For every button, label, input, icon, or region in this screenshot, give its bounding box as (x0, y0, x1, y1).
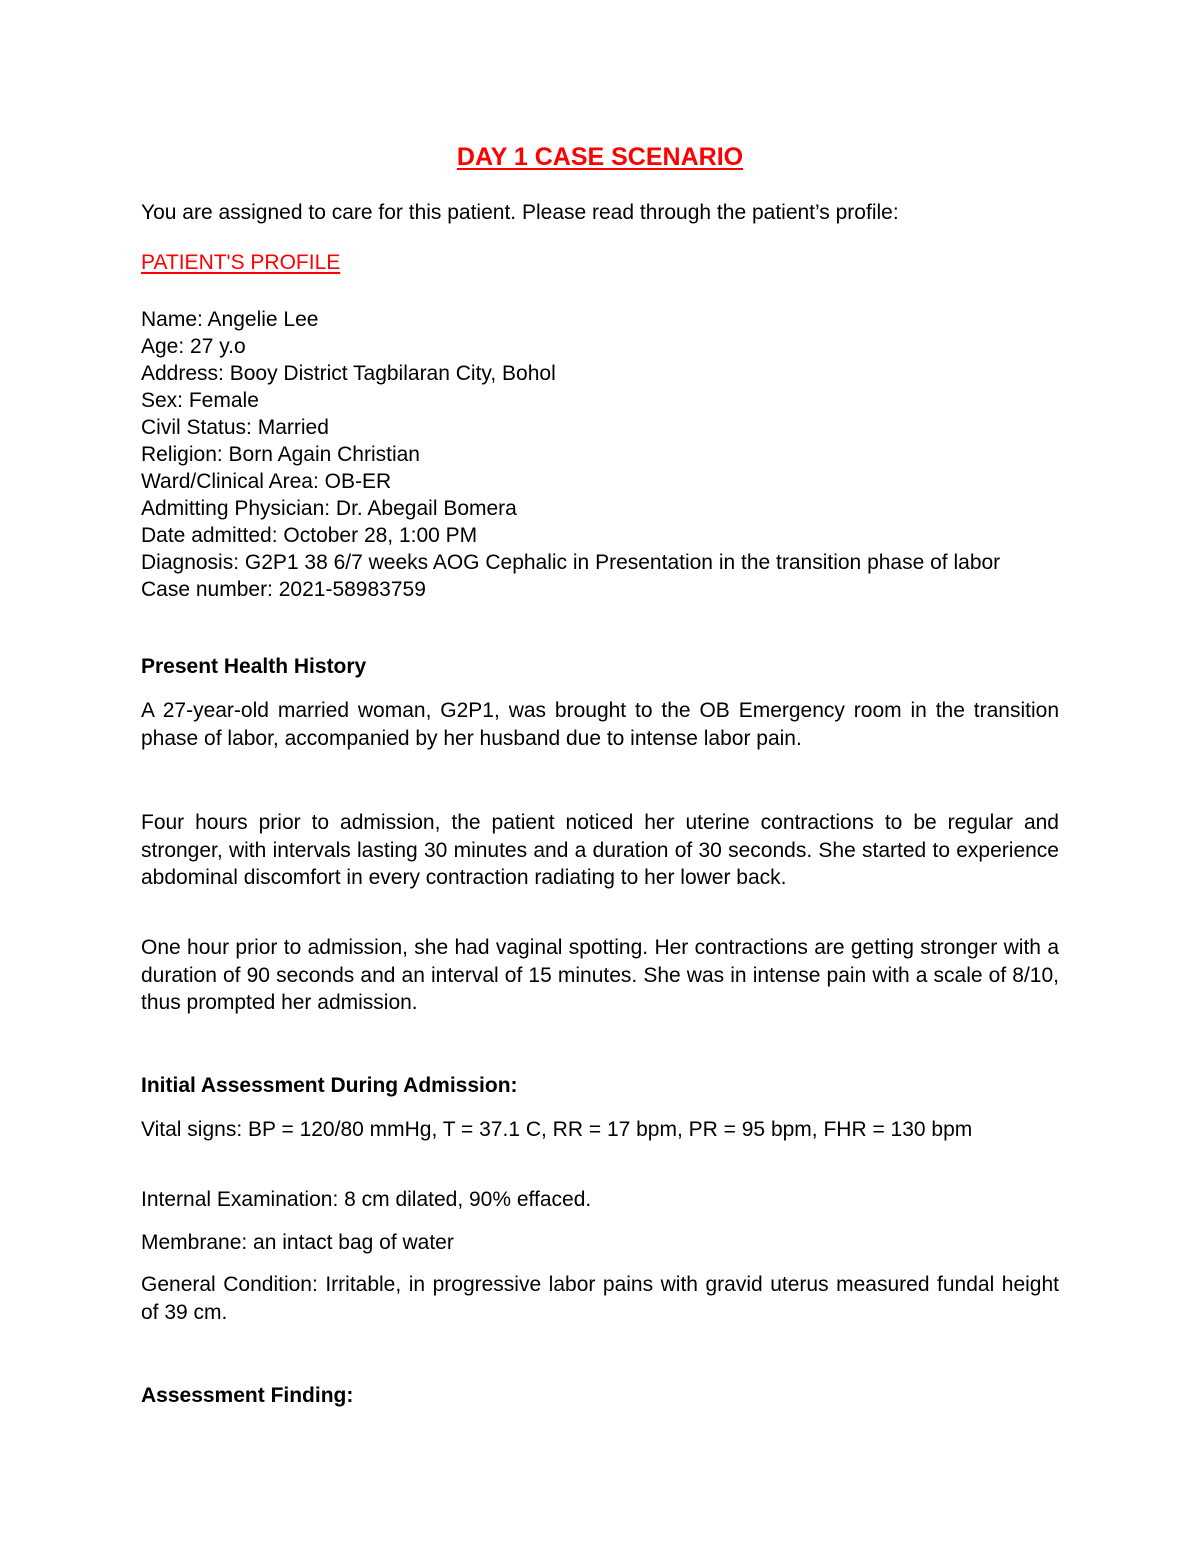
vital-signs-text: Vital signs: BP = 120/80 mmHg, T = 37.1 C, RR = 17 bpm, PR = 95 bpm, FHR = 130 bpm (141, 1118, 973, 1141)
profile-ward: Ward/Clinical Area: OB-ER (141, 470, 392, 493)
internal-exam-text: Internal Examination: 8 cm dilated, 90% effaced. (141, 1188, 592, 1211)
document-page (141, 0, 1059, 1553)
membrane-text: Membrane: an intact bag of water (141, 1231, 454, 1254)
general-condition-text: General Condition: Irritable, in progressive labor pains with gravid uterus measured fundal height of 39 cm. (141, 1273, 1059, 1324)
patient-profile-heading: PATIENT'S PROFILE (141, 251, 341, 274)
profile-sex: Sex: Female (141, 389, 259, 412)
profile-civil-status: Civil Status: Married (141, 416, 329, 439)
profile-physician: Admitting Physician: Dr. Abegail Bomera (141, 497, 517, 520)
present-history-paragraph-3: One hour prior to admission, she had vaginal spotting. Her contractions are getting stronger with a duration of 90 seconds and an interval of 15 minutes. She was in intense pain with a scale of 8/10, thus prompted her admission. (141, 936, 1059, 1014)
profile-address: Address: Booy District Tagbilaran City, Bohol (141, 362, 556, 385)
profile-date-admitted: Date admitted: October 28, 1:00 PM (141, 524, 478, 547)
profile-name: Name: Angelie Lee (141, 308, 319, 331)
profile-diagnosis: Diagnosis: G2P1 38 6/7 weeks AOG Cephalic in Presentation in the transition phase of labor (141, 551, 1001, 574)
assessment-finding-heading: Assessment Finding: (141, 1384, 354, 1407)
intro-text: You are assigned to care for this patient. Please read through the patient’s profile: (141, 201, 899, 224)
profile-religion: Religion: Born Again Christian (141, 443, 420, 466)
patient-profile-list (141, 306, 1059, 603)
present-history-paragraph-2: Four hours prior to admission, the patient noticed her uterine contractions to be regular and stronger, with intervals lasting 30 minutes and a duration of 30 seconds. She started to experience abdominal discomfort in every contraction radiating to her lower back. (141, 811, 1059, 889)
present-history-heading: Present Health History (141, 655, 367, 678)
profile-case-number: Case number: 2021-58983759 (141, 578, 426, 601)
initial-assessment-heading: Initial Assessment During Admission: (141, 1074, 518, 1097)
profile-age: Age: 27 y.o (141, 335, 246, 358)
document-title: DAY 1 CASE SCENARIO (456, 143, 744, 171)
present-history-paragraph-1: A 27-year-old married woman, G2P1, was brought to the OB Emergency room in the transition phase of labor, accompanied by her husband due to intense labor pain. (141, 699, 1059, 750)
